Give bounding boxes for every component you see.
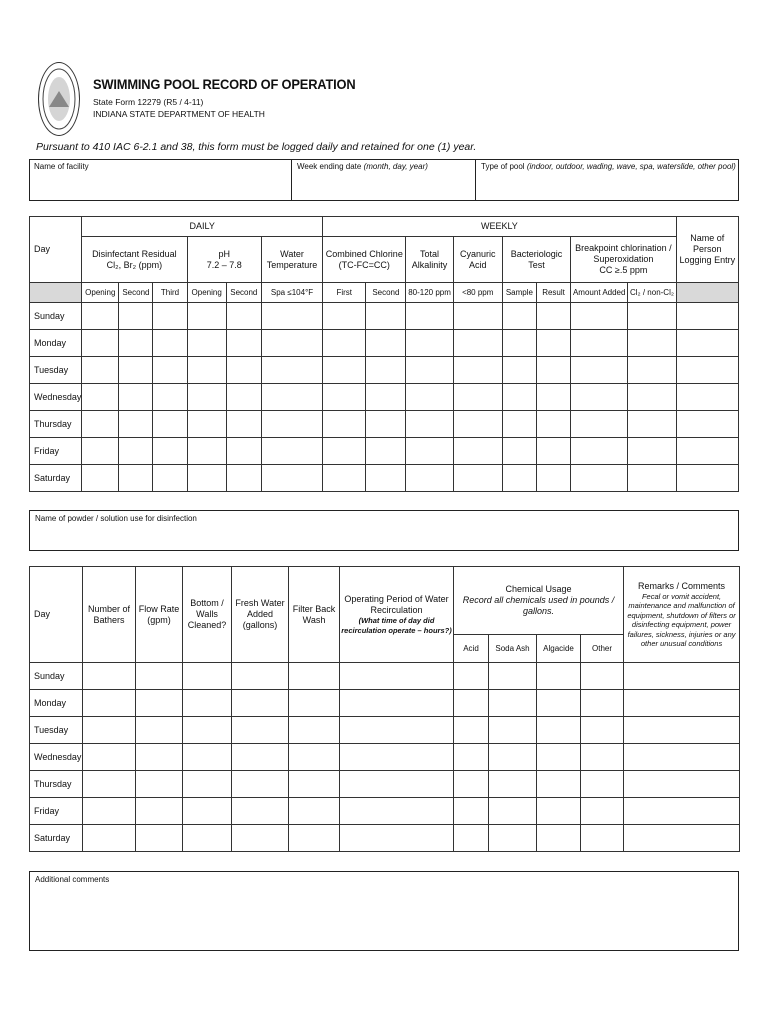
subheader: Cl₂ / non-Cl₂ bbox=[628, 283, 676, 303]
entry-cell[interactable] bbox=[454, 690, 489, 717]
entry-cell[interactable] bbox=[406, 357, 453, 384]
week-ending-label: Week ending date bbox=[297, 162, 362, 171]
entry-cell[interactable] bbox=[83, 663, 136, 690]
entry-cell[interactable] bbox=[323, 330, 366, 357]
entry-cell[interactable] bbox=[406, 411, 453, 438]
entry-cell[interactable] bbox=[340, 744, 454, 771]
recirculation-label: Operating Period of Water Recirculation bbox=[344, 594, 449, 615]
entry-cell[interactable] bbox=[676, 411, 738, 438]
entry-cell[interactable] bbox=[676, 357, 738, 384]
form-title: SWIMMING POOL RECORD OF OPERATION bbox=[93, 76, 356, 92]
entry-cell[interactable] bbox=[628, 465, 676, 492]
entry-cell[interactable] bbox=[136, 744, 183, 771]
entry-cell[interactable] bbox=[261, 438, 322, 465]
table-row bbox=[30, 771, 740, 798]
entry-cell[interactable] bbox=[537, 825, 581, 852]
subheader: Second bbox=[366, 283, 406, 303]
entry-cell[interactable] bbox=[136, 798, 183, 825]
entry-cell[interactable] bbox=[226, 330, 261, 357]
entry-cell[interactable] bbox=[537, 798, 581, 825]
remarks-header bbox=[624, 567, 740, 663]
form-number: State Form 12279 (R5 / 4-11) bbox=[93, 97, 204, 107]
entry-cell[interactable] bbox=[82, 303, 119, 330]
entry-cell[interactable] bbox=[82, 357, 119, 384]
flow-rate-header: Flow Rate (gpm) bbox=[136, 567, 183, 663]
entry-cell[interactable] bbox=[153, 411, 187, 438]
entry-cell[interactable] bbox=[232, 825, 289, 852]
entry-cell[interactable] bbox=[153, 465, 187, 492]
facility-name-field[interactable] bbox=[34, 162, 89, 172]
entry-cell[interactable] bbox=[183, 825, 232, 852]
entry-cell[interactable] bbox=[489, 798, 537, 825]
entry-cell[interactable] bbox=[453, 438, 502, 465]
entry-cell[interactable] bbox=[454, 771, 489, 798]
entry-cell[interactable] bbox=[340, 825, 454, 852]
entry-cell[interactable] bbox=[119, 411, 153, 438]
pool-type-label: Type of pool bbox=[481, 162, 525, 171]
entry-cell[interactable] bbox=[119, 465, 153, 492]
entry-cell[interactable] bbox=[289, 744, 340, 771]
breakpoint-label: Breakpoint chlorination / Superoxidation bbox=[575, 243, 672, 264]
table-row bbox=[30, 798, 740, 825]
entry-cell[interactable] bbox=[226, 384, 261, 411]
entry-cell[interactable] bbox=[340, 690, 454, 717]
entry-cell[interactable] bbox=[153, 357, 187, 384]
entry-cell[interactable] bbox=[454, 798, 489, 825]
chem-col: Acid bbox=[454, 635, 489, 663]
entry-cell[interactable] bbox=[183, 690, 232, 717]
day-label: Monday bbox=[30, 330, 82, 357]
remarks-label: Remarks / Comments bbox=[638, 580, 726, 591]
entry-cell[interactable] bbox=[366, 384, 406, 411]
pursuant-notice: Pursuant to 410 IAC 6-2.1 and 38, this form must be logged daily and retained for one (1) year. bbox=[36, 141, 477, 153]
entry-cell[interactable] bbox=[406, 465, 453, 492]
disinfectant-header bbox=[82, 237, 187, 283]
entry-cell[interactable] bbox=[232, 771, 289, 798]
table-row bbox=[30, 717, 740, 744]
table-row bbox=[30, 465, 739, 492]
additional-comments-label: Additional comments bbox=[35, 875, 110, 884]
subheader: Amount Added bbox=[571, 283, 628, 303]
entry-cell[interactable] bbox=[153, 438, 187, 465]
entry-cell[interactable] bbox=[153, 384, 187, 411]
entry-cell[interactable] bbox=[454, 744, 489, 771]
entry-cell[interactable] bbox=[136, 717, 183, 744]
entry-cell[interactable] bbox=[187, 465, 226, 492]
disinfection-powder-field[interactable] bbox=[29, 510, 739, 551]
walls-cleaned-header: Bottom / Walls Cleaned? bbox=[183, 567, 232, 663]
subheader: Third bbox=[153, 283, 187, 303]
entry-cell[interactable] bbox=[502, 438, 536, 465]
entry-cell[interactable] bbox=[489, 825, 537, 852]
entry-cell[interactable] bbox=[261, 330, 322, 357]
entry-cell[interactable] bbox=[323, 303, 366, 330]
subheader: Opening bbox=[82, 283, 119, 303]
entry-cell[interactable] bbox=[406, 330, 453, 357]
entry-cell[interactable] bbox=[676, 384, 738, 411]
day-header: Day bbox=[30, 217, 82, 283]
entry-cell[interactable] bbox=[502, 357, 536, 384]
day-label: Tuesday bbox=[30, 357, 82, 384]
entry-cell[interactable] bbox=[340, 663, 454, 690]
entry-cell[interactable] bbox=[83, 744, 136, 771]
entry-cell[interactable] bbox=[628, 330, 676, 357]
entry-cell[interactable] bbox=[571, 438, 628, 465]
table-row bbox=[30, 825, 740, 852]
combined-label: Combined Chlorine bbox=[325, 248, 403, 259]
table-row bbox=[30, 384, 739, 411]
entry-cell[interactable] bbox=[83, 825, 136, 852]
entry-cell[interactable] bbox=[489, 717, 537, 744]
entry-cell[interactable] bbox=[453, 384, 502, 411]
entry-cell[interactable] bbox=[628, 384, 676, 411]
entry-cell[interactable] bbox=[226, 357, 261, 384]
entry-cell[interactable] bbox=[187, 411, 226, 438]
entry-cell[interactable] bbox=[537, 744, 581, 771]
entry-cell[interactable] bbox=[183, 663, 232, 690]
department-name: INDIANA STATE DEPARTMENT OF HEALTH bbox=[93, 109, 265, 119]
entry-cell[interactable] bbox=[119, 384, 153, 411]
bathers-header: Number of Bathers bbox=[83, 567, 136, 663]
pool-type-hint: (indoor, outdoor, wading, wave, spa, waterslide, other pool) bbox=[526, 162, 736, 171]
entry-cell[interactable] bbox=[187, 384, 226, 411]
entry-cell[interactable] bbox=[82, 330, 119, 357]
daily-weekly-table bbox=[29, 216, 739, 492]
subheader-row bbox=[30, 283, 739, 303]
entry-cell[interactable] bbox=[289, 771, 340, 798]
table-row bbox=[30, 438, 739, 465]
alkalinity-header: Total Alkalinity bbox=[406, 237, 453, 283]
entry-cell[interactable] bbox=[187, 303, 226, 330]
entry-cell[interactable] bbox=[624, 825, 740, 852]
entry-cell[interactable] bbox=[453, 330, 502, 357]
entry-cell[interactable] bbox=[581, 717, 624, 744]
entry-cell[interactable] bbox=[183, 771, 232, 798]
entry-cell[interactable] bbox=[571, 384, 628, 411]
operation-table-body bbox=[30, 663, 740, 852]
entry-cell[interactable] bbox=[187, 357, 226, 384]
entry-cell[interactable] bbox=[366, 357, 406, 384]
breakpoint-header bbox=[571, 237, 677, 283]
weekly-header: WEEKLY bbox=[323, 217, 676, 237]
entry-cell[interactable] bbox=[406, 384, 453, 411]
entry-cell[interactable] bbox=[537, 663, 581, 690]
table-row bbox=[30, 663, 740, 690]
week-ending-field[interactable] bbox=[297, 162, 428, 172]
entry-cell[interactable] bbox=[628, 438, 676, 465]
entry-cell[interactable] bbox=[232, 690, 289, 717]
entry-cell[interactable] bbox=[536, 303, 570, 330]
day-label: Wednesday bbox=[30, 744, 83, 771]
entry-cell[interactable] bbox=[136, 825, 183, 852]
entry-cell[interactable] bbox=[366, 411, 406, 438]
entry-cell[interactable] bbox=[537, 717, 581, 744]
facility-name-label: Name of facility bbox=[34, 162, 89, 171]
table-row bbox=[30, 357, 739, 384]
entry-cell[interactable] bbox=[232, 798, 289, 825]
entry-cell[interactable] bbox=[289, 717, 340, 744]
entry-cell[interactable] bbox=[340, 771, 454, 798]
entry-cell[interactable] bbox=[340, 717, 454, 744]
entry-cell[interactable] bbox=[289, 825, 340, 852]
entry-cell[interactable] bbox=[676, 330, 738, 357]
cyanuric-header: Cyanuric Acid bbox=[453, 237, 502, 283]
entry-cell[interactable] bbox=[537, 771, 581, 798]
subheader: 80-120 ppm bbox=[406, 283, 453, 303]
entry-cell[interactable] bbox=[82, 411, 119, 438]
subheader: Second bbox=[119, 283, 153, 303]
entry-cell[interactable] bbox=[366, 303, 406, 330]
entry-cell[interactable] bbox=[82, 384, 119, 411]
entry-cell[interactable] bbox=[366, 465, 406, 492]
entry-cell[interactable] bbox=[82, 465, 119, 492]
bacteriologic-header: Bacteriologic Test bbox=[502, 237, 570, 283]
entry-cell[interactable] bbox=[453, 303, 502, 330]
chemical-usage-header bbox=[454, 567, 624, 635]
pool-type-field[interactable] bbox=[481, 162, 736, 172]
entry-cell[interactable] bbox=[153, 303, 187, 330]
entry-cell[interactable] bbox=[502, 465, 536, 492]
combined-chlorine-header bbox=[323, 237, 406, 283]
entry-cell[interactable] bbox=[454, 717, 489, 744]
entry-cell[interactable] bbox=[83, 771, 136, 798]
entry-cell[interactable] bbox=[489, 690, 537, 717]
day-label: Saturday bbox=[30, 465, 82, 492]
entry-cell[interactable] bbox=[489, 663, 537, 690]
entry-cell[interactable] bbox=[119, 357, 153, 384]
ph-label: pH bbox=[218, 248, 230, 259]
entry-cell[interactable] bbox=[454, 663, 489, 690]
entry-cell[interactable] bbox=[119, 303, 153, 330]
subheader-blank bbox=[30, 283, 82, 303]
entry-cell[interactable] bbox=[571, 465, 628, 492]
entry-cell[interactable] bbox=[83, 717, 136, 744]
entry-cell[interactable] bbox=[676, 465, 738, 492]
table-row bbox=[30, 330, 739, 357]
subheader: Spa ≤104°F bbox=[261, 283, 322, 303]
entry-cell[interactable] bbox=[289, 798, 340, 825]
day-label: Wednesday bbox=[30, 384, 82, 411]
table-row bbox=[30, 411, 739, 438]
entry-cell[interactable] bbox=[536, 465, 570, 492]
table-row bbox=[30, 303, 739, 330]
entry-cell[interactable] bbox=[628, 303, 676, 330]
entry-cell[interactable] bbox=[536, 357, 570, 384]
subheader: Sample bbox=[502, 283, 536, 303]
entry-cell[interactable] bbox=[581, 798, 624, 825]
subheader: Result bbox=[536, 283, 570, 303]
entry-cell[interactable] bbox=[323, 384, 366, 411]
day-label: Friday bbox=[30, 798, 83, 825]
entry-cell[interactable] bbox=[187, 330, 226, 357]
entry-cell[interactable] bbox=[183, 798, 232, 825]
entry-cell[interactable] bbox=[676, 303, 738, 330]
breakpoint-sub: CC ≥.5 ppm bbox=[599, 265, 648, 275]
entry-cell[interactable] bbox=[82, 438, 119, 465]
day-label: Sunday bbox=[30, 303, 82, 330]
entry-cell[interactable] bbox=[183, 717, 232, 744]
state-seal-icon bbox=[38, 62, 80, 136]
entry-cell[interactable] bbox=[119, 330, 153, 357]
entry-cell[interactable] bbox=[624, 663, 740, 690]
entry-cell[interactable] bbox=[502, 303, 536, 330]
entry-cell[interactable] bbox=[624, 798, 740, 825]
entry-cell[interactable] bbox=[489, 771, 537, 798]
disinfectant-sub: Cl₂, Br₂ (ppm) bbox=[106, 259, 163, 270]
entry-cell[interactable] bbox=[153, 330, 187, 357]
divider bbox=[475, 159, 476, 201]
entry-cell[interactable] bbox=[676, 438, 738, 465]
entry-cell[interactable] bbox=[136, 663, 183, 690]
entry-cell[interactable] bbox=[261, 303, 322, 330]
entry-cell[interactable] bbox=[261, 384, 322, 411]
divider bbox=[291, 159, 292, 201]
entry-cell[interactable] bbox=[366, 330, 406, 357]
entry-cell[interactable] bbox=[83, 798, 136, 825]
entry-cell[interactable] bbox=[581, 663, 624, 690]
entry-cell[interactable] bbox=[232, 744, 289, 771]
entry-cell[interactable] bbox=[226, 303, 261, 330]
entry-cell[interactable] bbox=[536, 384, 570, 411]
powder-label: Name of powder / solution use for disinfection bbox=[35, 514, 197, 523]
entry-cell[interactable] bbox=[366, 438, 406, 465]
entry-cell[interactable] bbox=[571, 411, 628, 438]
entry-cell[interactable] bbox=[502, 330, 536, 357]
entry-cell[interactable] bbox=[628, 357, 676, 384]
chem-col: Soda Ash bbox=[489, 635, 537, 663]
week-ending-hint: (month, day, year) bbox=[363, 162, 428, 171]
recirculation-header bbox=[340, 567, 454, 663]
recirculation-question: (What time of day did recirculation operate – hours?) bbox=[341, 616, 452, 635]
entry-cell[interactable] bbox=[581, 825, 624, 852]
entry-cell[interactable] bbox=[581, 771, 624, 798]
entry-cell[interactable] bbox=[536, 438, 570, 465]
entry-cell[interactable] bbox=[83, 690, 136, 717]
day-label: Thursday bbox=[30, 771, 83, 798]
subheader: First bbox=[323, 283, 366, 303]
entry-cell[interactable] bbox=[323, 357, 366, 384]
entry-cell[interactable] bbox=[502, 411, 536, 438]
combined-sub: (TC-FC=CC) bbox=[338, 259, 390, 270]
water-temp-header: Water Temperature bbox=[261, 237, 322, 283]
filter-backwash-header: Filter Back Wash bbox=[289, 567, 340, 663]
day-label: Friday bbox=[30, 438, 82, 465]
ph-header bbox=[187, 237, 261, 283]
entry-cell[interactable] bbox=[136, 690, 183, 717]
entry-cell[interactable] bbox=[226, 438, 261, 465]
entry-cell[interactable] bbox=[226, 465, 261, 492]
subheader-blank bbox=[676, 283, 738, 303]
subheader: <80 ppm bbox=[453, 283, 502, 303]
entry-cell[interactable] bbox=[340, 798, 454, 825]
chem-col: Algacide bbox=[537, 635, 581, 663]
disinfectant-label: Disinfectant Residual bbox=[92, 248, 177, 259]
subheader: Opening bbox=[187, 283, 226, 303]
day-header: Day bbox=[30, 567, 83, 663]
ph-range: 7.2 – 7.8 bbox=[206, 259, 242, 270]
entry-cell[interactable] bbox=[289, 663, 340, 690]
day-label: Monday bbox=[30, 690, 83, 717]
operation-table bbox=[29, 566, 740, 852]
entry-cell[interactable] bbox=[406, 303, 453, 330]
entry-cell[interactable] bbox=[536, 411, 570, 438]
fresh-water-header: Fresh Water Added (gallons) bbox=[232, 567, 289, 663]
entry-cell[interactable] bbox=[628, 411, 676, 438]
entry-cell[interactable] bbox=[187, 438, 226, 465]
table-row bbox=[30, 744, 740, 771]
entry-cell[interactable] bbox=[232, 663, 289, 690]
entry-cell[interactable] bbox=[502, 384, 536, 411]
day-label: Saturday bbox=[30, 825, 83, 852]
entry-cell[interactable] bbox=[136, 771, 183, 798]
entry-cell[interactable] bbox=[323, 438, 366, 465]
entry-cell[interactable] bbox=[581, 744, 624, 771]
entry-cell[interactable] bbox=[624, 690, 740, 717]
entry-cell[interactable] bbox=[571, 357, 628, 384]
entry-cell[interactable] bbox=[119, 438, 153, 465]
entry-cell[interactable] bbox=[261, 357, 322, 384]
entry-cell[interactable] bbox=[537, 690, 581, 717]
day-label: Thursday bbox=[30, 411, 82, 438]
person-logging-header: Name of Person Logging Entry bbox=[676, 217, 738, 283]
chemical-usage-label: Chemical Usage bbox=[505, 584, 572, 594]
entry-cell[interactable] bbox=[453, 357, 502, 384]
entry-cell[interactable] bbox=[323, 465, 366, 492]
entry-cell[interactable] bbox=[624, 744, 740, 771]
chemical-usage-sub: Record all chemicals used in pounds / gallons. bbox=[462, 595, 615, 616]
daily-header: DAILY bbox=[82, 217, 323, 237]
entry-cell[interactable] bbox=[624, 717, 740, 744]
entry-cell[interactable] bbox=[454, 825, 489, 852]
entry-cell[interactable] bbox=[489, 744, 537, 771]
entry-cell[interactable] bbox=[232, 717, 289, 744]
entry-cell[interactable] bbox=[226, 411, 261, 438]
entry-cell[interactable] bbox=[323, 411, 366, 438]
entry-cell[interactable] bbox=[406, 438, 453, 465]
entry-cell[interactable] bbox=[624, 771, 740, 798]
entry-cell[interactable] bbox=[571, 303, 628, 330]
subheader: Second bbox=[226, 283, 261, 303]
chem-col: Other bbox=[581, 635, 624, 663]
entry-cell[interactable] bbox=[453, 411, 502, 438]
entry-cell[interactable] bbox=[261, 465, 322, 492]
daily-table-body bbox=[30, 303, 739, 492]
entry-cell[interactable] bbox=[261, 411, 322, 438]
day-label: Sunday bbox=[30, 663, 83, 690]
entry-cell[interactable] bbox=[183, 744, 232, 771]
table-row bbox=[30, 690, 740, 717]
day-label: Tuesday bbox=[30, 717, 83, 744]
entry-cell[interactable] bbox=[571, 330, 628, 357]
entry-cell[interactable] bbox=[289, 690, 340, 717]
entry-cell[interactable] bbox=[581, 690, 624, 717]
entry-cell[interactable] bbox=[536, 330, 570, 357]
additional-comments-field[interactable] bbox=[29, 871, 739, 951]
entry-cell[interactable] bbox=[453, 465, 502, 492]
remarks-sub: Fecal or vomit accident, maintenance and malfunction of equipment, shutdown of filters or disinfecting equipment, power failures, sickness, injuries or any other unusual conditions bbox=[627, 591, 736, 648]
